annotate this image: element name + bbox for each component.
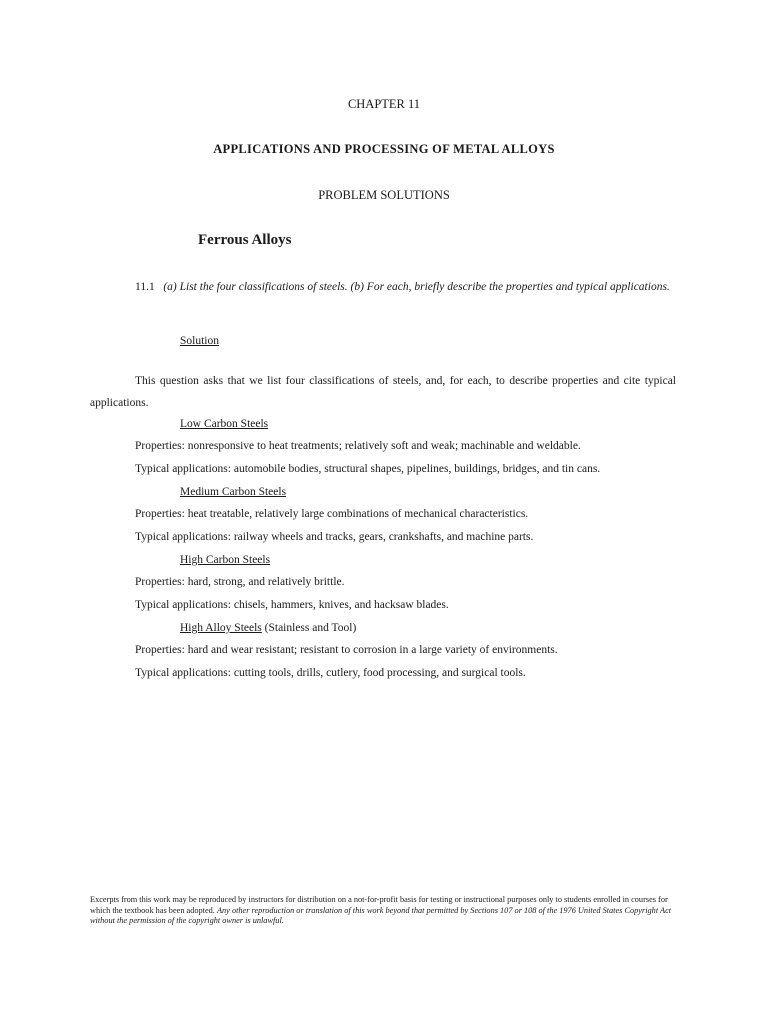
category-applications: Typical applications: cutting tools, drills, cutlery, food processing, and surgical tools.: [135, 667, 526, 679]
category-heading: [180, 486, 286, 498]
copyright-footer: [90, 895, 680, 927]
category-properties: Properties: nonresponsive to heat treatments; relatively soft and weak; machinable and weldable.: [135, 440, 581, 452]
category-applications: Typical applications: automobile bodies, structural shapes, pipelines, buildings, bridges, and tin cans.: [135, 463, 601, 475]
footer-restriction: Any other reproduction or translation of this work beyond that permitted by Sections 107 or 108 of the 1976 United States Copyright Act without the permission of the copyright owner is unlawful.: [90, 905, 672, 925]
problem-text: (a) List the four classifications of steels. (b) For each, briefly describe the properties and typical applications.: [163, 281, 670, 293]
category-name: High Carbon Steels: [180, 554, 271, 566]
category-heading: [180, 554, 270, 566]
category-heading: [180, 622, 356, 634]
category-name: Low Carbon Steels: [180, 418, 269, 430]
problem-statement: [90, 276, 676, 298]
category-properties: Properties: hard, strong, and relatively brittle.: [135, 576, 345, 588]
category-heading: [180, 418, 268, 430]
chapter-title: APPLICATIONS AND PROCESSING OF METAL ALLOYS: [213, 142, 555, 156]
category-suffix: (Stainless and Tool): [261, 622, 357, 634]
solution-intro: This question asks that we list four classifications of steels, and, for each, to describe properties and cite typical applications.: [90, 375, 676, 409]
category-applications: Typical applications: railway wheels and tracks, gears, crankshafts, and machine parts.: [135, 531, 534, 543]
chapter-label: CHAPTER 11: [347, 97, 421, 111]
footer-notice: Excerpts from this work may be reproduced by instructors for distribution on a not-for-profit basis for testing or instructional purposes only to students enrolled in courses for which the textbook has been adopted.: [90, 895, 668, 915]
solution-heading: Solution: [180, 335, 219, 347]
category-name: Medium Carbon Steels: [180, 486, 287, 498]
problem-number: 11.1: [135, 281, 155, 293]
chapter-subtitle: PROBLEM SOLUTIONS: [318, 188, 450, 202]
category-properties: Properties: hard and wear resistant; resistant to corrosion in a large variety of environments.: [135, 644, 558, 656]
section-heading: Ferrous Alloys: [198, 232, 292, 248]
category-name: High Alloy Steels: [180, 622, 262, 634]
category-properties: Properties: heat treatable, relatively large combinations of mechanical characteristics.: [135, 508, 529, 520]
category-applications: Typical applications: chisels, hammers, knives, and hacksaw blades.: [135, 599, 449, 611]
